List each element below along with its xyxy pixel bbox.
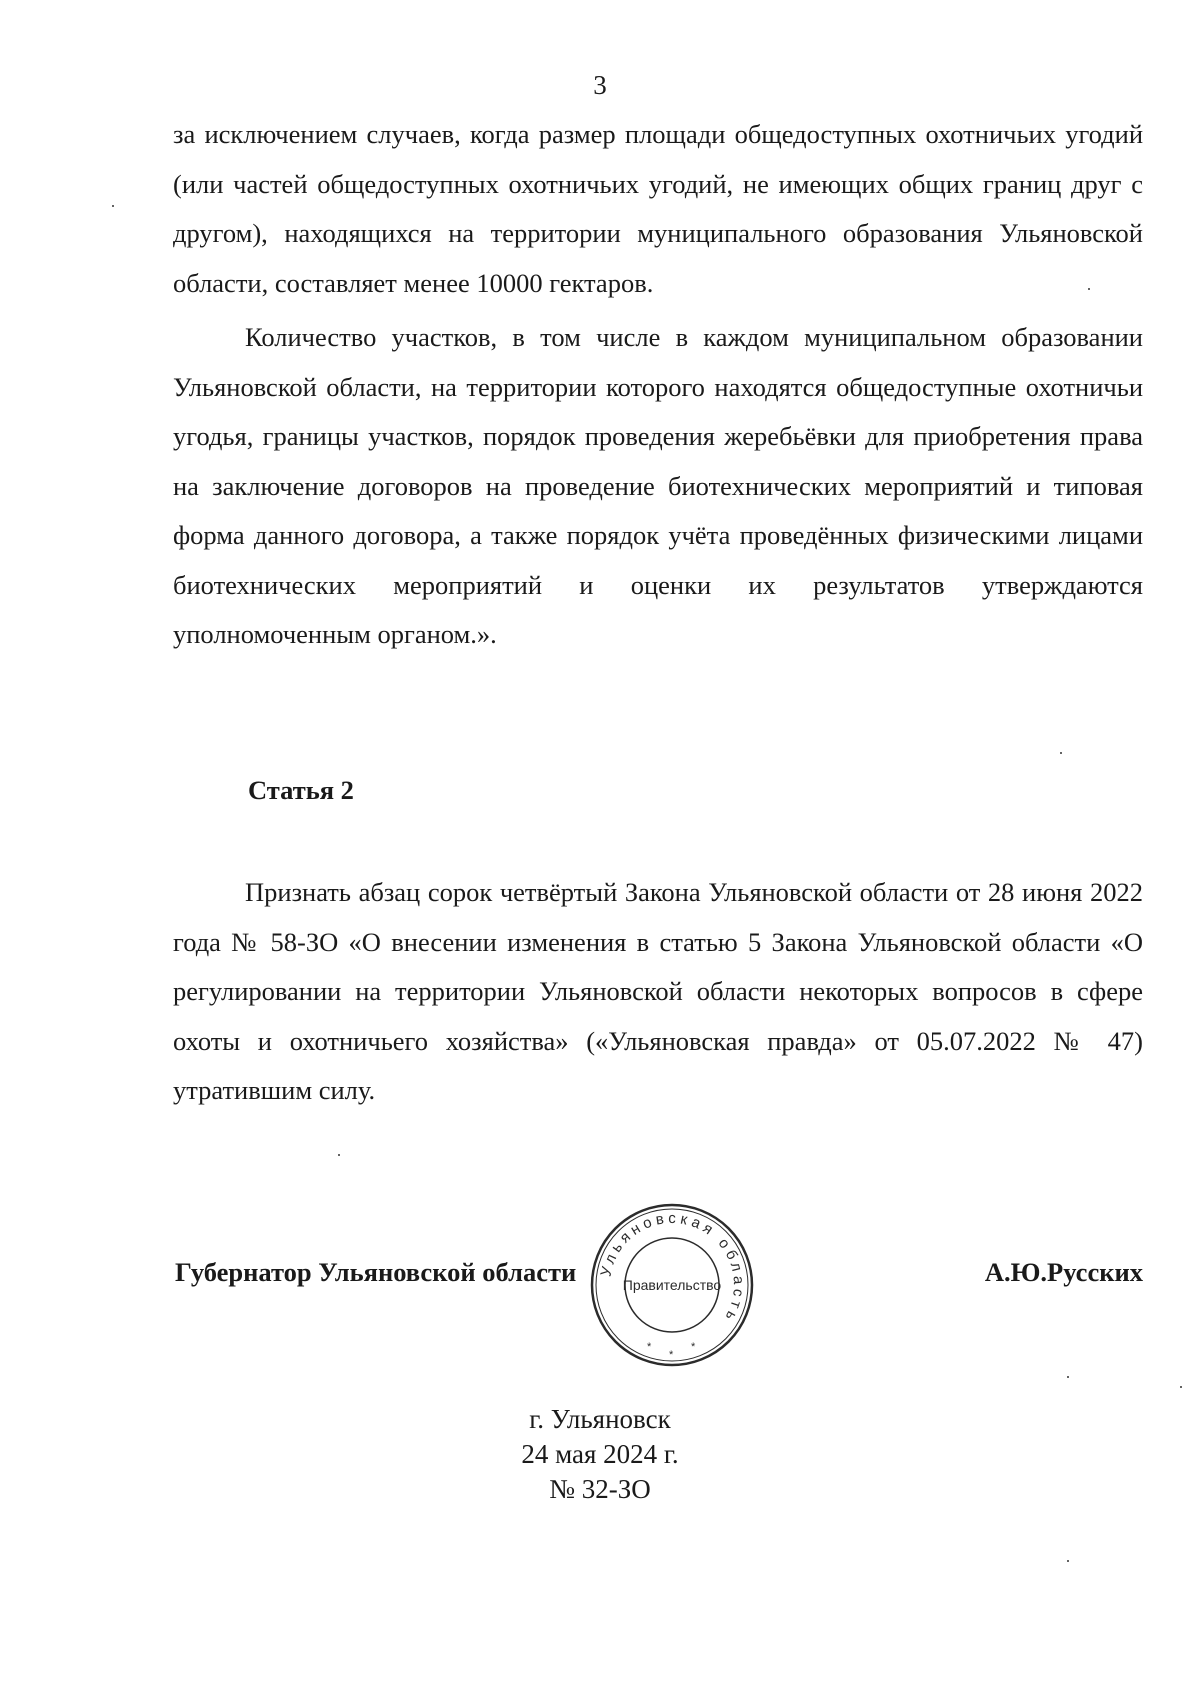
scan-speck	[1067, 1560, 1069, 1562]
document-footer	[0, 1402, 1200, 1507]
government-seal-stamp	[587, 1200, 757, 1370]
svg-text:Ульяновская область	[597, 1210, 747, 1327]
scan-speck	[112, 205, 114, 207]
seal-star-icon: *	[669, 1349, 674, 1361]
signatory-position: Губернатор Ульяновской области	[175, 1257, 577, 1287]
footer-date: 24 мая 2024 г.	[521, 1439, 679, 1469]
paragraph-plots-procedure: Количество участков, в том числе в каждом муниципальном образовании Ульяновской области, на территории которого находятся общедоступные охотничьи угодья, границы участков, порядок проведения жеребьёвки для приобретения права на заключение договоров на проведение биотехнических мероприятий и типовая форма данного договора, а также порядок учёта проведённых физическими лицами биотехнических мероприятий и оценки их результатов утверждаются уполномоченным органом.».	[173, 322, 1143, 649]
seal-star-icon: *	[691, 1341, 696, 1353]
scan-speck	[1060, 752, 1062, 754]
paragraph-article-2: Признать абзац сорок четвёртый Закона Ульяновской области от 28 июня 2022 года № 58-ЗО «О внесении изменения в статью 5 Закона Ульяновской области «О регулировании на территории Ульяновской области некоторых вопросов в сфере охоты и охотничьего хозяйства» («Ульяновская правда» от 05.07.2022 № 47) утратившим силу.	[173, 877, 1143, 1105]
signatory-name: А.Ю.Русских	[984, 1257, 1143, 1287]
seal-center-text: Правительство	[622, 1277, 722, 1293]
seal-star-icon: *	[647, 1341, 652, 1353]
page-number: 3	[593, 70, 607, 100]
scan-speck	[1067, 1376, 1069, 1378]
article-heading: Статья 2	[248, 775, 354, 805]
paragraph-continuation: за исключением случаев, когда размер площади общедоступных охотничьих угодий (или частей общедоступных охотничьих угодий, не имеющих общих границ друг с другом), находящихся на территории муниципального образования Ульяновской области, составляет менее 10000 гектаров.	[173, 119, 1143, 298]
footer-law-number: № 32-ЗО	[549, 1474, 651, 1504]
footer-city: г. Ульяновск	[529, 1404, 671, 1434]
scan-speck	[1180, 1386, 1182, 1388]
seal-ring-text: Ульяновская область	[597, 1209, 748, 1327]
scan-speck	[338, 1154, 340, 1156]
scan-speck	[1088, 288, 1090, 290]
